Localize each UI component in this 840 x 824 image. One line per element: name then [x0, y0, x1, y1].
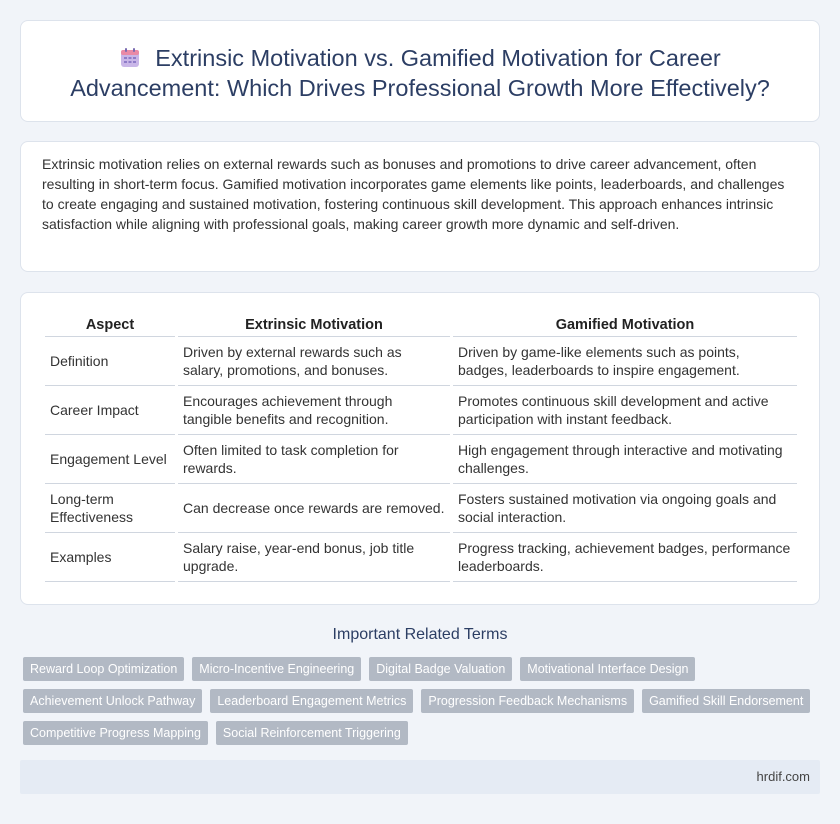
header-gamified: Gamified Motivation — [453, 315, 797, 337]
related-term-tag[interactable]: Motivational Interface Design — [520, 657, 695, 681]
page-title: Extrinsic Motivation vs. Gamified Motivation for Career Advancement: Which Drives Professional Growth More Effectively? — [70, 45, 770, 101]
row-aspect: Engagement Level — [45, 435, 175, 484]
related-term-tag[interactable]: Reward Loop Optimization — [23, 657, 184, 681]
related-term-tag[interactable]: Social Reinforcement Triggering — [216, 721, 408, 745]
table-row — [45, 337, 797, 386]
row-aspect: Long-term Effectiveness — [45, 484, 175, 533]
related-terms-heading: Important Related Terms — [332, 626, 508, 643]
title-card — [20, 20, 820, 122]
row-gamified: High engagement through interactive and motivating challenges. — [453, 435, 797, 484]
row-aspect: Examples — [45, 533, 175, 582]
table-row — [45, 484, 797, 533]
page-title-wrap — [51, 43, 789, 103]
row-extrinsic: Salary raise, year-end bonus, job title upgrade. — [178, 533, 450, 582]
comparison-table — [42, 315, 800, 582]
row-gamified: Driven by game-like elements such as points, badges, leaderboards to inspire engagement. — [453, 337, 797, 386]
table-row — [45, 435, 797, 484]
row-extrinsic: Often limited to task completion for rewards. — [178, 435, 450, 484]
row-extrinsic: Can decrease once rewards are removed. — [178, 484, 450, 533]
row-extrinsic: Driven by external rewards such as salary, promotions, and bonuses. — [178, 337, 450, 386]
related-terms-list — [23, 657, 813, 745]
table-header-row — [45, 315, 797, 337]
table-row — [45, 533, 797, 582]
row-gamified: Fosters sustained motivation via ongoing goals and social interaction. — [453, 484, 797, 533]
row-aspect: Career Impact — [45, 386, 175, 435]
header-aspect: Aspect — [45, 315, 175, 337]
row-gamified: Progress tracking, achievement badges, performance leaderboards. — [453, 533, 797, 582]
footer — [20, 760, 820, 794]
related-term-tag[interactable]: Micro-Incentive Engineering — [192, 657, 361, 681]
related-term-tag[interactable]: Achievement Unlock Pathway — [23, 689, 202, 713]
intro-paragraph: Extrinsic motivation relies on external rewards such as bonuses and promotions to drive career advancement, often resulting in short-term focus. Gamified motivation incorporates game elements like points, leaderboards, and challenges to create engaging and sustained motivation, fostering continuous skill development. This approach enhances intrinsic satisfaction while aligning with professional goals, making career growth more dynamic and self-driven. — [42, 156, 785, 232]
footer-site-link[interactable]: hrdif.com — [756, 769, 810, 784]
comparison-card — [20, 292, 820, 605]
related-term-tag[interactable]: Progression Feedback Mechanisms — [421, 689, 634, 713]
intro-card — [20, 141, 820, 272]
header-extrinsic: Extrinsic Motivation — [178, 315, 450, 337]
related-term-tag[interactable]: Leaderboard Engagement Metrics — [210, 689, 413, 713]
row-gamified: Promotes continuous skill development and active participation with instant feedback. — [453, 386, 797, 435]
table-row — [45, 386, 797, 435]
row-extrinsic: Encourages achievement through tangible benefits and recognition. — [178, 386, 450, 435]
calendar-icon — [119, 47, 141, 69]
related-term-tag[interactable]: Digital Badge Valuation — [369, 657, 512, 681]
related-term-tag[interactable]: Gamified Skill Endorsement — [642, 689, 810, 713]
row-aspect: Definition — [45, 337, 175, 386]
related-term-tag[interactable]: Competitive Progress Mapping — [23, 721, 208, 745]
